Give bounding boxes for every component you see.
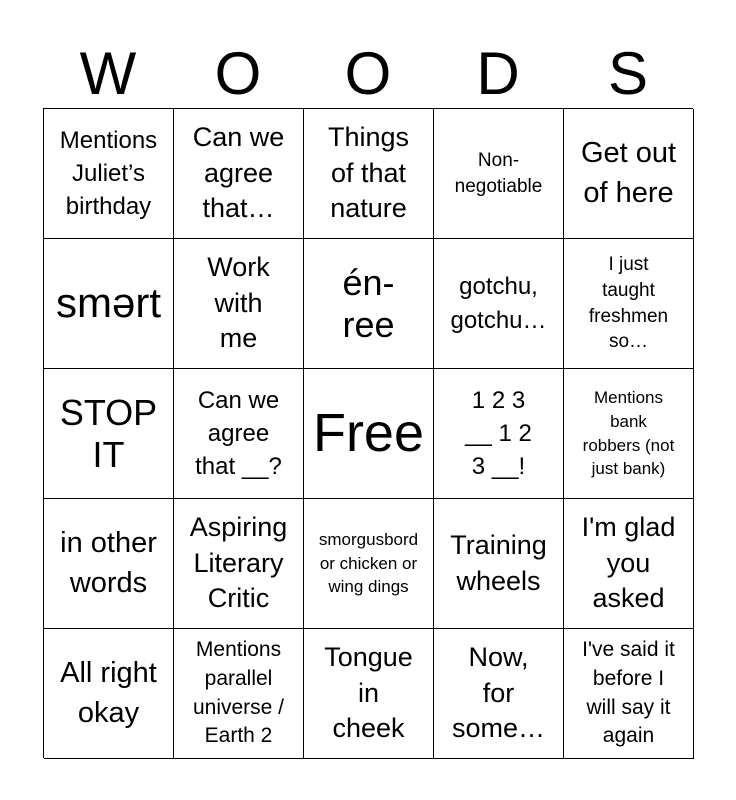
- bingo-square[interactable]: [564, 369, 694, 499]
- bingo-square[interactable]: [174, 109, 304, 239]
- card-title: [43, 40, 693, 108]
- bingo-square[interactable]: [174, 239, 304, 369]
- bingo-square[interactable]: [44, 369, 174, 499]
- title-letter: O: [214, 40, 262, 107]
- title-letter: W: [79, 40, 137, 107]
- square-text: I just taught freshmen so…: [588, 253, 669, 353]
- square-text: I'm glad you asked: [581, 512, 676, 614]
- square-text: Mentions parallel universe / Earth 2: [192, 637, 285, 748]
- title-letter: D: [476, 40, 520, 107]
- bingo-square[interactable]: [434, 239, 564, 369]
- bingo-square[interactable]: [304, 109, 434, 239]
- square-text: Free: [312, 402, 425, 463]
- square-text: Things of that nature: [327, 122, 410, 224]
- square-text: Can we agree that __?: [195, 386, 282, 481]
- bingo-square[interactable]: [564, 499, 694, 629]
- bingo-square[interactable]: [304, 629, 434, 759]
- square-text: Get out of here: [580, 137, 677, 209]
- bingo-square[interactable]: [564, 629, 694, 759]
- square-text: smorgusbord or chicken or wing dings: [318, 529, 419, 597]
- square-text: Non- negotiable: [454, 149, 543, 197]
- bingo-square[interactable]: [434, 369, 564, 499]
- title-letter: S: [607, 40, 649, 107]
- bingo-square[interactable]: [434, 499, 564, 629]
- bingo-square[interactable]: [174, 369, 304, 499]
- bingo-square[interactable]: [44, 629, 174, 759]
- square-text: én- ree: [342, 262, 395, 345]
- bingo-square[interactable]: [174, 629, 304, 759]
- bingo-square[interactable]: [174, 499, 304, 629]
- square-text: STOP IT: [59, 392, 158, 475]
- square-text: I've said it before I will say it again: [582, 637, 675, 748]
- square-text: Work with me: [207, 252, 270, 354]
- bingo-square[interactable]: [564, 109, 694, 239]
- square-text: Tongue in cheek: [324, 642, 413, 744]
- square-text: Training wheels: [450, 529, 547, 596]
- bingo-square[interactable]: [44, 239, 174, 369]
- square-text: Mentions Juliet’s birthday: [59, 126, 158, 221]
- square-text: in other words: [60, 527, 157, 599]
- square-text: Now, for some…: [451, 642, 546, 744]
- square-text: smərt: [56, 279, 161, 327]
- bingo-square[interactable]: [44, 109, 174, 239]
- square-text: Can we agree that…: [192, 122, 285, 224]
- bingo-square[interactable]: [304, 239, 434, 369]
- bingo-square[interactable]: [434, 109, 564, 239]
- bingo-square[interactable]: [434, 629, 564, 759]
- square-text: gotchu, gotchu…: [450, 273, 547, 334]
- bingo-square[interactable]: [564, 239, 694, 369]
- square-text: Mentions bank robbers (not just bank): [582, 387, 675, 479]
- bingo-square[interactable]: [304, 499, 434, 629]
- square-text: 1 2 3 __ 1 2 3 __!: [465, 386, 532, 481]
- square-text: Aspiring Literary Critic: [189, 512, 288, 614]
- free-space[interactable]: [304, 369, 434, 499]
- square-text: All right okay: [60, 657, 157, 729]
- title-letter: O: [344, 40, 392, 107]
- bingo-square[interactable]: [44, 499, 174, 629]
- bingo-board: [43, 108, 693, 758]
